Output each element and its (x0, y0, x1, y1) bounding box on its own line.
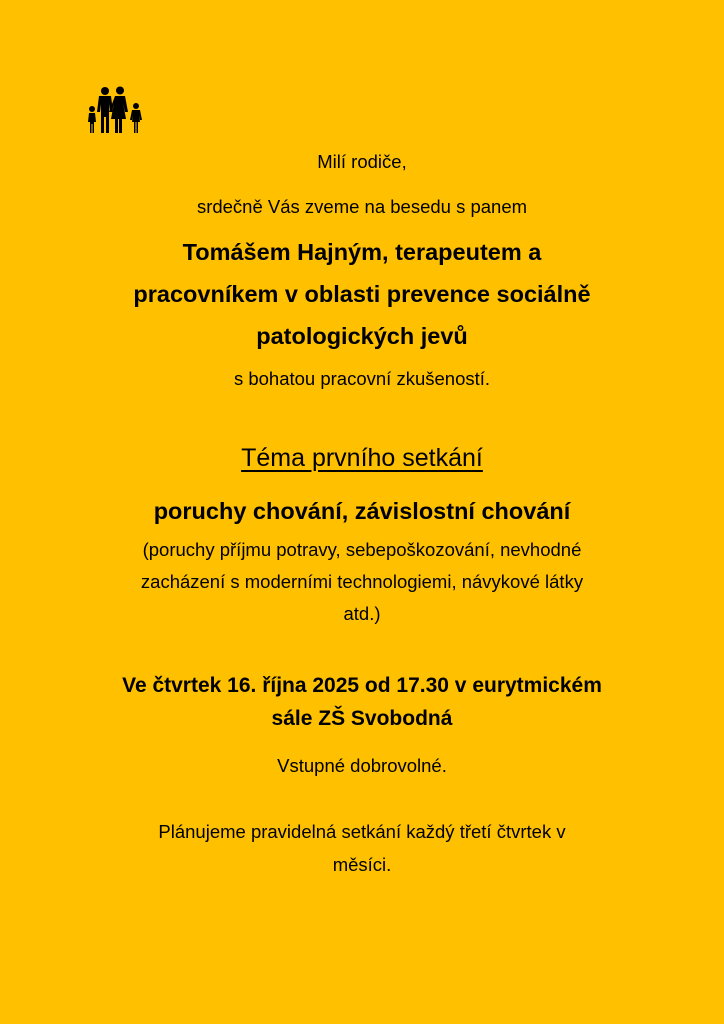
event-when-line: sále ZŠ Svobodná (271, 707, 453, 730)
topic-detail-line: (poruchy příjmu potravy, sebepoškozování, nevhodné (142, 539, 582, 560)
admission-text: Vstupné dobrovolné. (277, 755, 447, 776)
topic-title: poruchy chování, závislostní chování (153, 498, 571, 524)
greeting: Milí rodiče, (317, 151, 407, 172)
speaker-line: pracovníkem v oblasti prevence sociálně (133, 281, 591, 307)
family-silhouette-icon (86, 86, 144, 134)
plan-line: měsíci. (332, 854, 392, 875)
topic-detail-line: atd.) (343, 603, 381, 624)
plan-line: Plánujeme pravidelná setkání každý třetí čtvrtek v (158, 821, 566, 842)
experience-text: s bohatou pracovní zkušeností. (233, 368, 491, 389)
invite-text: srdečně Vás zveme na besedu s panem (196, 196, 528, 217)
topic-heading: Téma prvního setkání (241, 444, 483, 472)
speaker-line: patologických jevů (256, 323, 468, 349)
speaker-line: Tomášem Hajným, terapeutem a (182, 239, 542, 265)
topic-detail-line: zacházení s moderními technologiemi, návykové látky (140, 571, 584, 592)
event-when-line: Ve čtvrtek 16. října 2025 od 17.30 v eurytmickém (122, 674, 602, 697)
